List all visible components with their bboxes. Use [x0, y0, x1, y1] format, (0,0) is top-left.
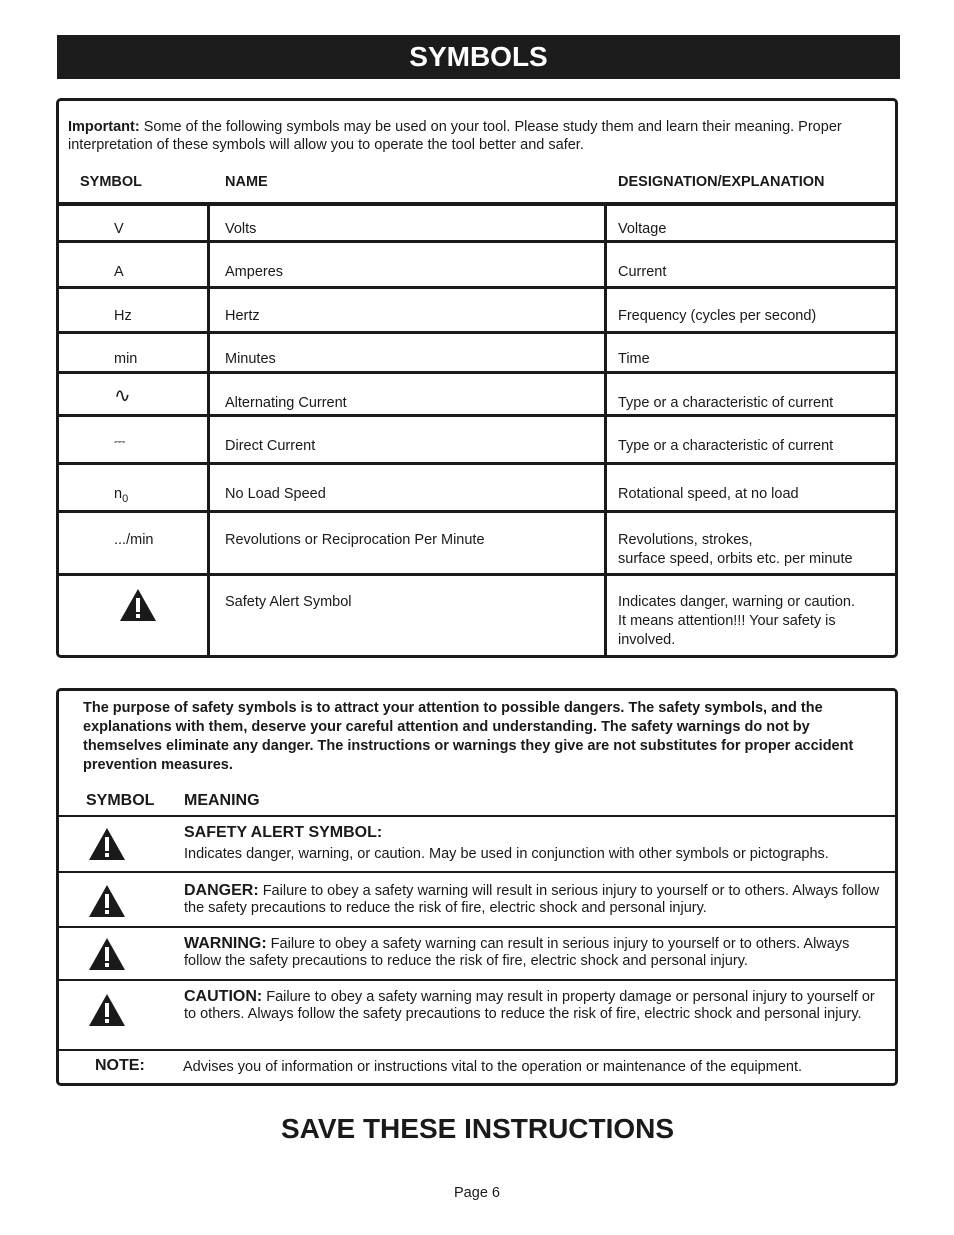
purpose-paragraph: The purpose of safety symbols is to attract your attention to possible dangers. The safety symbols, and the explanations with them, deserve your careful attention and understanding. The safety warnings do not by themselves eliminate any danger. The instructions or warnings they give are not substitutes for proper accident prevention measures. [83, 700, 854, 773]
table-divider [59, 1049, 895, 1051]
meaning-danger [184, 882, 884, 917]
meaning-text: Failure to obey a safety warning can result in serious injury to yourself or to others. Always follow the safety precautions to reduce the risk of fire, electric shock and personal injury. [184, 936, 850, 969]
safety-alert-icon [119, 588, 157, 622]
alternating-current-icon: ∿ [114, 385, 131, 407]
desc-line: Revolutions, strokes, [618, 532, 753, 548]
caution-icon [87, 993, 127, 1027]
table-divider [59, 331, 895, 334]
name-cell: Direct Current [225, 438, 316, 454]
symbol-subscript: 0 [122, 492, 129, 505]
meaning-caution [184, 988, 884, 1023]
warning-icon [87, 937, 127, 971]
meaning-safety-alert [184, 824, 884, 863]
symbols-table [56, 98, 898, 658]
table-divider [59, 414, 895, 417]
meaning-warning [184, 935, 884, 970]
desc-line: It means attention!!! Your safety is [618, 613, 836, 629]
table-divider [59, 240, 895, 243]
symbol-cell: .../min [114, 532, 154, 548]
header-meaning: MEANING [184, 792, 260, 809]
header-symbol: SYMBOL [80, 174, 143, 190]
table-divider [59, 979, 895, 981]
name-cell: Revolutions or Reciprocation Per Minute [225, 532, 485, 548]
meaning-text: Indicates danger, warning, or caution. May be used in conjunction with other symbols or pictographs. [184, 846, 829, 862]
name-cell: No Load Speed [225, 486, 326, 502]
symbol-cell: Hz [114, 308, 132, 324]
name-cell: Alternating Current [225, 395, 347, 411]
meaning-text: Failure to obey a safety warning may result in property damage or personal injury to yourself or to others. Always follow the safety precautions to reduce the risk of fire, electric shock and personal injury. [184, 989, 875, 1022]
table-divider [59, 510, 895, 513]
note-text: Advises you of information or instructions vital to the operation or maintenance of the equipment. [183, 1059, 803, 1075]
name-cell: Amperes [225, 264, 284, 280]
desc-cell: Current [618, 264, 667, 280]
table-divider [59, 926, 895, 928]
header-symbol: SYMBOL [86, 792, 155, 809]
table-divider [59, 462, 895, 465]
header-designation: DESIGNATION/EXPLANATION [618, 174, 825, 190]
symbol-cell: min [114, 351, 138, 367]
table-divider [59, 815, 895, 817]
table-divider [59, 871, 895, 873]
column-divider [604, 205, 607, 655]
meaning-label: DANGER: [184, 882, 259, 899]
safety-alert-icon [87, 827, 127, 861]
desc-cell: Voltage [618, 221, 667, 237]
symbol-main: n [114, 486, 123, 502]
symbol-cell: V [114, 221, 124, 237]
desc-cell: Type or a characteristic of current [618, 438, 834, 454]
name-cell: Safety Alert Symbol [225, 594, 352, 610]
name-cell: Minutes [225, 351, 276, 367]
intro-paragraph [68, 118, 893, 154]
table-divider [59, 202, 895, 206]
note-label: NOTE: [95, 1057, 145, 1074]
symbol-cell [114, 485, 128, 509]
intro-text: Some of the following symbols may be used on your tool. Please study them and learn their meaning. Proper interpretation of these symbols will allow you to operate the tool better and safer. [68, 119, 842, 153]
meaning-label: CAUTION: [184, 988, 263, 1005]
section-title: SYMBOLS [57, 35, 900, 79]
danger-icon [87, 884, 127, 918]
safety-symbols-table [56, 688, 898, 1086]
meaning-label: SAFETY ALERT SYMBOL: [184, 824, 383, 841]
name-cell: Volts [225, 221, 257, 237]
desc-cell [618, 593, 855, 650]
desc-line: involved. [618, 632, 676, 648]
desc-cell: Time [618, 351, 650, 367]
desc-cell: Type or a characteristic of current [618, 395, 834, 411]
page-number: Page 6 [454, 1185, 500, 1201]
desc-cell: Rotational speed, at no load [618, 486, 799, 502]
desc-line: Indicates danger, warning or caution. [618, 594, 855, 610]
save-instructions-heading: SAVE THESE INSTRUCTIONS [281, 1113, 675, 1144]
symbol-cell: A [114, 264, 124, 280]
table-divider [59, 286, 895, 289]
desc-cell [618, 531, 853, 569]
meaning-label: WARNING: [184, 935, 267, 952]
direct-current-icon: ⎓ [114, 433, 126, 449]
desc-line: surface speed, orbits etc. per minute [618, 551, 853, 567]
meaning-text: Failure to obey a safety warning will result in serious injury to yourself or to others. Always follow the safety precautions to reduce the risk of fire, electric shock and personal injury. [184, 883, 880, 916]
table-divider [59, 573, 895, 576]
header-name: NAME [225, 174, 268, 190]
table-divider [59, 371, 895, 374]
important-label: Important: [68, 119, 140, 135]
column-divider [207, 205, 210, 655]
desc-cell: Frequency (cycles per second) [618, 308, 817, 324]
name-cell: Hertz [225, 308, 260, 324]
